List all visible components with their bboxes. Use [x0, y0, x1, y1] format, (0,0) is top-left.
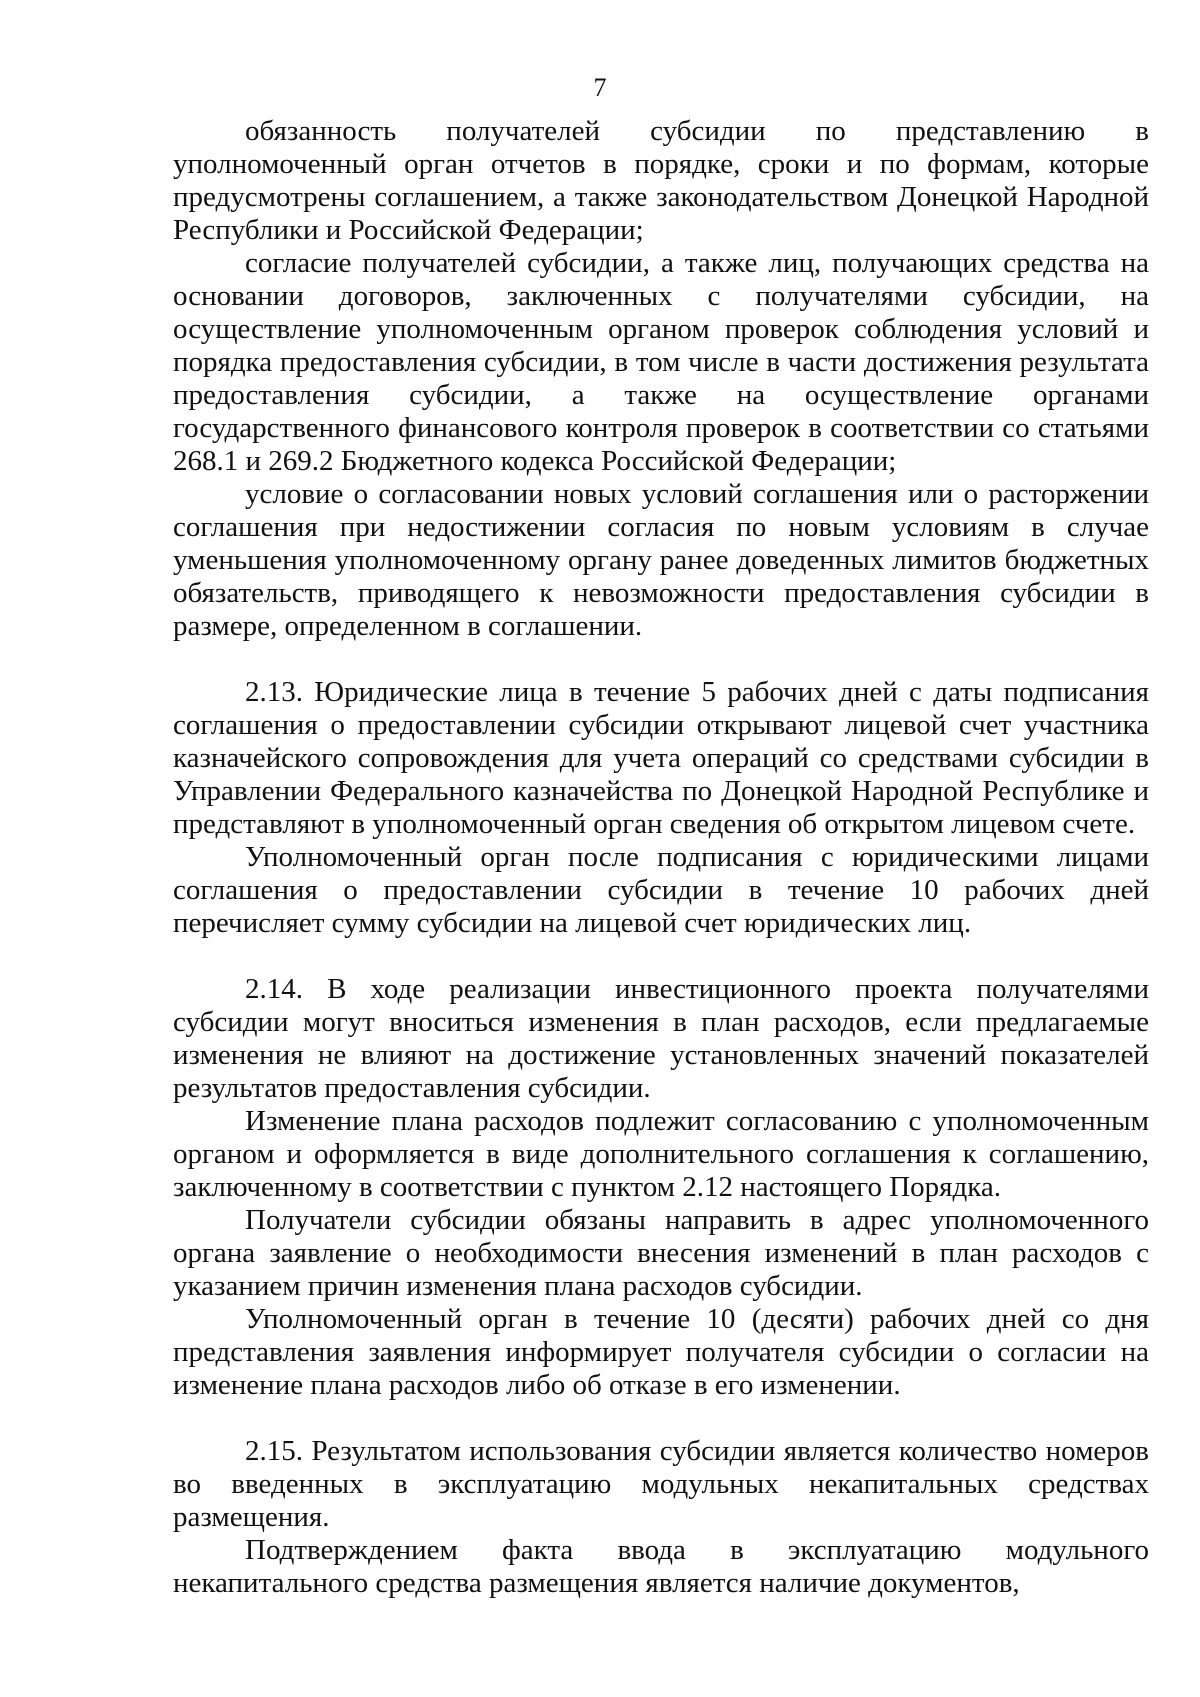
paragraph-agreement-termination: условие о согласовании новых условий соглашения или о расторжении соглашения при недостижении согласия по новым условиям в случае уменьшения уполномоченному органу ранее доведенных лимитов бюджетных обязательств, приводящего к невозможности предоставления субсидии в размере, определенном в соглашении. [173, 478, 1149, 642]
clause-2-15: 2.15. Результатом использования субсидии является количество номеров во введенных в эксплуатацию модульных некапитальных средствах размещения. [173, 1435, 1149, 1533]
paragraph-change-decision: Уполномоченный орган в течение 10 (десяти) рабочих дней со дня представления заявления информирует получателя субсидии о согласии на изменение плана расходов либо об отказе в его изменении. [173, 1303, 1149, 1401]
clause-2-14: 2.14. В ходе реализации инвестиционного проекта получателями субсидии могут вноситься изменения в план расходов, если предлагаемые изменения не влияют на достижение установленных значений показателей результатов предоставления субсидии. [173, 973, 1149, 1104]
paragraph-change-request: Получатели субсидии обязаны направить в адрес уполномоченного органа заявление о необходимости внесения изменений в план расходов с указанием причин изменения плана расходов субсидии. [173, 1204, 1149, 1302]
paragraph-plan-change-approval: Изменение плана расходов подлежит согласованию с уполномоченным органом и оформляется в виде дополнительного соглашения к соглашению, заключенному в соответствии с пунктом 2.12 настоящего Порядка. [173, 1105, 1149, 1203]
clause-2-13: 2.13. Юридические лица в течение 5 рабочих дней с даты подписания соглашения о предоставлении субсидии открывают лицевой счет участника казначейского сопровождения для учета операций со средствами субсидии в Управлении Федерального казначейства по Донецкой Народной Республике и представляют в уполномоченный орган сведения об открытом лицевом счете. [173, 676, 1149, 840]
paragraph-commissioning-confirmation: Подтверждением факта ввода в эксплуатацию модульного некапитального средства размещения является наличие документов, [173, 1534, 1149, 1599]
document-body [173, 115, 1149, 1600]
paragraph-reporting-obligation: обязанность получателей субсидии по представлению в уполномоченный орган отчетов в порядке, сроки и по формам, которые предусмотрены соглашением, а также законодательством Донецкой Народной Республики и Российской Федерации; [173, 115, 1149, 246]
paragraph-audit-consent: согласие получателей субсидии, а также лиц, получающих средства на основании договоров, заключенных с получателями субсидии, на осуществление уполномоченным органом проверок соблюдения условий и порядка предоставления субсидии, в том числе в части достижения результата предоставления субсидии, а также на осуществление органами государственного финансового контроля проверок в соответствии со статьями 268.1 и 269.2 Бюджетного кодекса Российской Федерации; [173, 247, 1149, 477]
page-number: 7 [593, 73, 607, 102]
paragraph-subsidy-transfer: Уполномоченный орган после подписания с юридическими лицами соглашения о предоставлении субсидии в течение 10 рабочих дней перечисляет сумму субсидии на лицевой счет юридических лиц. [173, 841, 1149, 939]
